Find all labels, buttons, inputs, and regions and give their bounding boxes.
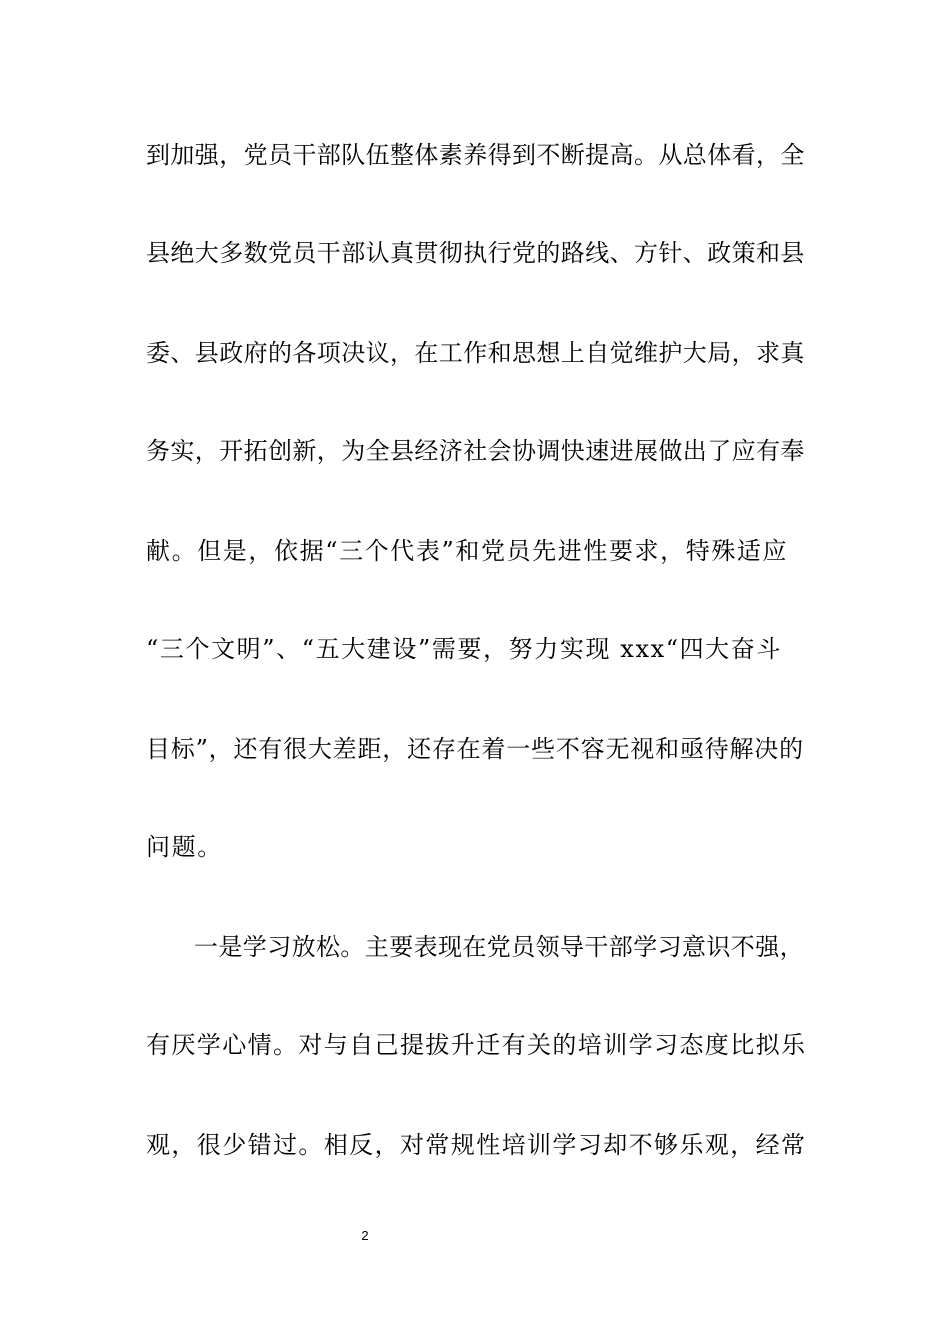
paragraph-line: 目标”，还有很大差距，还存在着一些不容无视和亟待解决的 xyxy=(146,735,804,763)
paragraph-line: 委、县政府的各项决议，在工作和思想上自觉维护大局，求真 xyxy=(146,339,805,367)
page-number: 2 xyxy=(361,1228,369,1243)
paragraph-line-indented: 一是学习放松。主要表现在党员领导干部学习意识不强， xyxy=(194,933,804,961)
paragraph-line: 有厌学心情。对与自己提拔升迁有关的培训学习态度比拟乐 xyxy=(146,1031,807,1059)
paragraph-line: 县绝大多数党员干部认真贯彻执行党的路线、方针、政策和县 xyxy=(146,239,805,267)
paragraph-line: 观，很少错过。相反，对常规性培训学习却不够乐观，经常 xyxy=(146,1131,807,1159)
paragraph-line: 问题。 xyxy=(146,833,223,861)
paragraph-line: 献。但是，依据“三个代表”和党员先进性要求，特殊适应 xyxy=(146,537,789,565)
paragraph-line: 务实，开拓创新，为全县经济社会协调快速进展做出了应有奉 xyxy=(146,437,805,465)
paragraph-line: 到加强，党员干部队伍整体素养得到不断提高。从总体看，全 xyxy=(146,141,805,169)
paragraph-line: “三个文明”、“五大建设”需要，努力实现 xxx“四大奋斗 xyxy=(146,635,782,663)
